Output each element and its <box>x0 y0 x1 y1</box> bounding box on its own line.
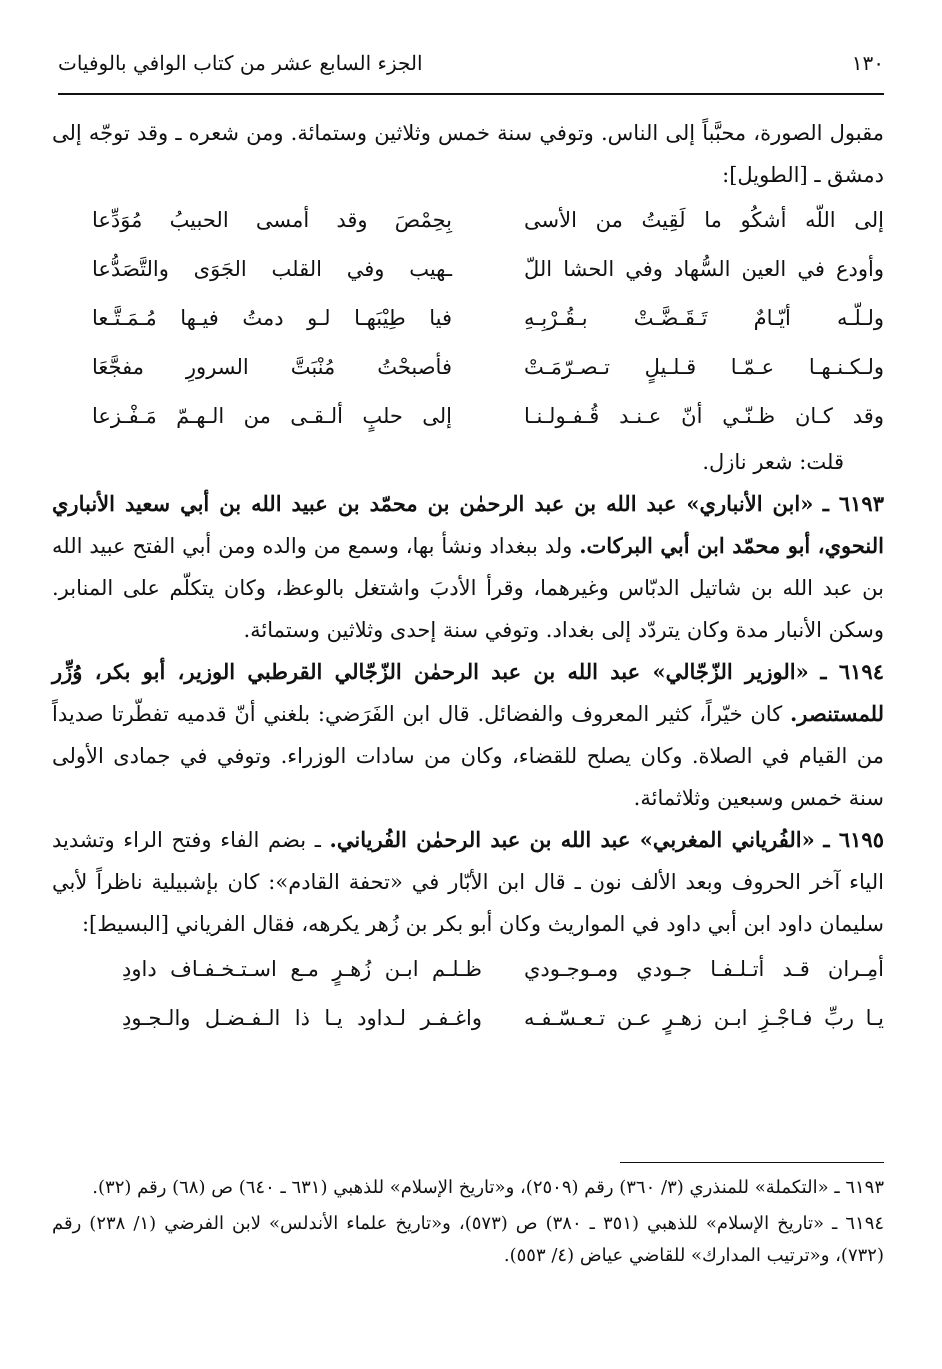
running-title: الجزء السابع عشر من كتاب الوافي بالوفيات <box>58 51 423 75</box>
page-number: ١٣٠ <box>851 51 884 75</box>
page-header <box>58 38 884 88</box>
verse-first-hemistich: ولـلّـه أيّـامٌ تَـقَـضَّـتْ بـقُـرْبِـهِ <box>524 306 884 330</box>
footnotes <box>52 1172 884 1276</box>
verse-line <box>52 343 884 392</box>
verse-first-hemistich: وأودع في العين السُّهاد وفي الحشا اللّ <box>524 257 884 281</box>
entry-heading: «الفُرياني المغربي» عبد الله بن عبد الرحمٰن الفُرياني. <box>329 827 815 852</box>
entry-body: ولد ببغداد ونشأ بها، وسمع من والده ومن أبي الفتح عبيد الله بن عبد الله بن شاتيل الدبّاس وغيرهما، وقرأ الأدبَ واشتغل بالوعظ، وكان يتكلّم على المنابر. وسكن الأنبار مدة وكان يتردّد إلى بغداد. وتوفي سنة إحدى وثلاثين وستمائة. <box>52 534 884 642</box>
verse-line <box>52 196 884 245</box>
main-text <box>52 112 884 1043</box>
entry-heading: «ابن الأنباري» عبد الله بن عبد الرحمٰن بن محمّد بن عبيد الله بن أبي سعيد الأنباري النحوي، أبو محمّد ابن أبي البركات. <box>52 491 884 558</box>
verse-second-hemistich: فأصبحْتُ مُنْبَتَّ السرورِ مفجَّعَا <box>92 355 452 379</box>
entry-6193 <box>52 483 884 651</box>
entry-body: كان خيّراً، كثير المعروف والفضائل. قال ابن الفَرَضي: بلغني أنّ قدميه تفطّرتا صديداً من القيام في الصلاة. وكان يصلح للقضاء، وكان من سادات الوزراء. وتوفي في جمادى الأولى سنة خمس وسبعين وثلاثمائة. <box>52 702 884 810</box>
verse-first-hemistich: إلى اللّه أشكُو ما لَقِيتُ من الأسى <box>524 208 884 232</box>
verse-first-hemistich: ولـكـنـهـا عـمّـا قـلـيلٍ تـصـرّمَـتْ <box>524 355 884 379</box>
verse-line <box>52 245 884 294</box>
poem-tawil <box>52 196 884 441</box>
entry-number: ٦١٩٣ ـ <box>822 491 884 516</box>
verse-line <box>52 294 884 343</box>
footnote: ٦١٩٣ ـ «التكملة» للمنذري (٣/ ٣٦٠) رقم (٢٥٠٩)، و«تاريخ الإسلام» للذهبي (٦٣١ ـ ٦٤٠) ص (٦٨) رقم (٣٢). <box>92 1177 884 1198</box>
verse-line <box>52 392 884 441</box>
verse-second-hemistich: ـهيب وفي القلب الجَوَى والتَّصَدُّعا <box>92 257 452 281</box>
entry-6195 <box>52 819 884 945</box>
verse-second-hemistich: بِحِمْصَ وقد أمسى الحبيبُ مُوَدِّعا <box>92 208 452 232</box>
entry-number: ٦١٩٤ ـ <box>820 659 884 684</box>
entry-heading: «الوزير الزّجّالي» عبد الله بن عبد الرحمٰن الزّجّالي القرطبي الوزير، أبو بكر، وُزِّر للمستنصر. <box>52 659 884 726</box>
verse-line <box>82 994 884 1043</box>
poem-basit <box>52 945 884 1043</box>
verse-second-hemistich: واغـفـر لـداود يـا ذا الـفـضـل والـجـودِ <box>122 1006 482 1030</box>
author-comment: قلت: شعر نازل. <box>702 450 844 474</box>
verse-second-hemistich: ظـلـم ابـن زُهـرٍ مـع اسـتـخـفـاف داودِ <box>122 957 482 981</box>
entry-number: ٦١٩٥ ـ <box>823 827 884 852</box>
footnote-divider <box>620 1162 884 1163</box>
verse-first-hemistich: يـا ربِّ فـاجْـزِ ابـن زهـرٍ عـن تـعـسّـفـه <box>524 1006 884 1030</box>
footnote: ٦١٩٤ ـ «تاريخ الإسلام» للذهبي (٣٥١ ـ ٣٨٠) ص (٥٧٣)، و«تاريخ علماء الأندلس» لابن الفرضي (١/ ٢٣٨) رقم (٧٣٢)، و«ترتيب المدارك» للقاضي عياض (٤/ ٥٥٣). <box>52 1213 885 1266</box>
entry-body: ـ بضم الفاء وفتح الراء وتشديد الياء آخر الحروف وبعد الألف نون ـ قال ابن الأبّار في «تحفة القادم»: كان بإشبيلية ناظراً لأبي سليمان داود ابن أبي داود في المواريث وكان أبو بكر بن زُهر يكرهه، فقال الفرياني [البسيط]: <box>52 828 884 936</box>
verse-second-hemistich: فيا طِيْبَهـا لـو دمتُ فيـها مُـمَـتَّـعا <box>92 306 452 330</box>
verse-first-hemistich: أمِـران قـد أتـلـفـا جـودي ومـوجـودي <box>524 957 884 981</box>
verse-line <box>82 945 884 994</box>
header-divider <box>58 93 884 95</box>
entry-6194 <box>52 651 884 819</box>
intro-paragraph: مقبول الصورة، محبَّباً إلى الناس. وتوفي سنة خمس وثلاثين وستمائة. ومن شعره ـ وقد توجّه إلى دمشق ـ [الطويل]: <box>52 121 884 187</box>
verse-second-hemistich: إلى حلبٍ ألـقـى من الـهـمّ مَـفْـزعا <box>92 404 452 428</box>
verse-first-hemistich: وقد كـان ظـنّـي أنّ عـنـد قُـفـولـنـا <box>524 404 884 428</box>
